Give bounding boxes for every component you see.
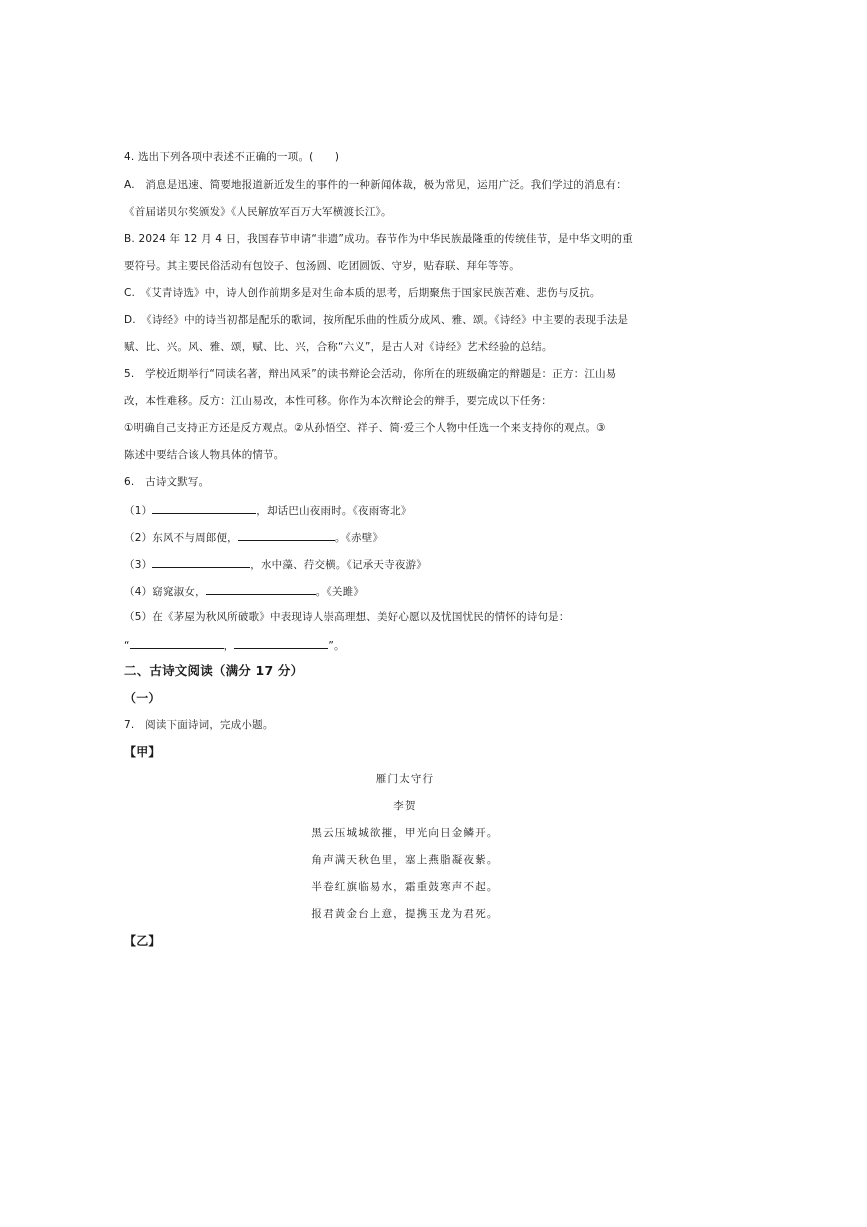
answer-blank[interactable] bbox=[238, 529, 335, 541]
answer-blank[interactable] bbox=[152, 556, 250, 568]
q5-line4: 陈述中要结合该人物具体的情节。 bbox=[124, 449, 285, 461]
q6-item2-suffix: 。《赤壁》 bbox=[334, 532, 384, 544]
poem-line: 黑云压城城欲摧，甲光向日金鳞开。 bbox=[311, 827, 499, 839]
q4-option-d-line2: 赋、比、兴。风、雅、颂，赋、比、兴，合称“六义”，是古人对《诗经》艺术经验的总结。 bbox=[124, 341, 553, 353]
poem-jia-label: 【甲】 bbox=[124, 745, 161, 759]
q4-option-a-line1: A. 消息是迅速、简要地报道新近发生的事件的一种新闻体裁，极为常见，运用广泛。我们学过的消息有： bbox=[124, 179, 627, 191]
q6-item5-answer bbox=[124, 637, 345, 653]
q4-stem: 4. 选出下列各项中表述不正确的一项。( ) bbox=[124, 151, 340, 163]
close-quote: ”。 bbox=[328, 640, 345, 652]
q5-line1: 5. 学校近期举行“同读名著，辩出风采”的读书辩论会活动，你所在的班级确定的辩题是：正方：江山易 bbox=[124, 368, 617, 380]
poem-line: 半卷红旗临易水，霜重鼓寒声不起。 bbox=[311, 881, 499, 893]
q4-option-a-line2: 《首届诺贝尔奖颁发》《人民解放军百万大军横渡长江》。 bbox=[124, 206, 392, 218]
q6-item3-prefix: （3） bbox=[124, 559, 153, 571]
q5-line3: ①明确自己支持正方还是反方观点。②从孙悟空、祥子、简·爱三个人物中任选一个来支持你的观点。③ bbox=[124, 422, 606, 434]
q6-item3 bbox=[124, 556, 427, 572]
q6-item4-prefix: （4）窈窕淑女， bbox=[124, 586, 206, 598]
q4-option-c-line1: C. 《艾青诗选》中，诗人创作前期多是对生命本质的思考，后期聚焦于国家民族苦难、悲伤与反抗。 bbox=[124, 287, 601, 299]
poem-yi-label: 【乙】 bbox=[124, 934, 161, 948]
part-label: （一） bbox=[124, 691, 161, 705]
answer-blank[interactable] bbox=[234, 637, 328, 649]
q6-item1-prefix: （1） bbox=[124, 505, 153, 517]
q4-option-b-line1: B. 2024 年 12 月 4 日，我国春节申请“非遗”成功。春节作为中华民族最隆重的传统佳节，是中华文明的重 bbox=[124, 233, 633, 245]
answer-blank[interactable] bbox=[130, 637, 224, 649]
q5-line2: 改，本性难移。反方：江山易改，本性可移。你作为本次辩论会的辩手，要完成以下任务： bbox=[124, 395, 552, 407]
open-quote: “ bbox=[124, 640, 130, 652]
q4-option-b-line2: 要符号。其主要民俗活动有包饺子、包汤圆、吃团圆饭、守岁，贴春联、拜年等等。 bbox=[124, 260, 520, 272]
answer-blank[interactable] bbox=[206, 583, 316, 595]
q4-option-d-line1: D. 《诗经》中的诗当初都是配乐的歌词，按所配乐曲的性质分成风、雅、颂。《诗经》中主要的表现手法是 bbox=[124, 314, 629, 326]
q6-item2 bbox=[124, 529, 383, 545]
q6-stem: 6. 古诗文默写。 bbox=[124, 476, 210, 488]
poem-line: 报君黄金台上意，提携玉龙为君死。 bbox=[311, 908, 499, 920]
answer-blank[interactable] bbox=[152, 502, 256, 514]
poem-line: 角声满天秋色里，塞上燕脂凝夜紫。 bbox=[311, 854, 499, 866]
section-heading: 二、古诗文阅读（满分 17 分） bbox=[124, 663, 304, 678]
poem-author: 李贺 bbox=[393, 800, 417, 812]
q6-item4-suffix: 。《关雎》 bbox=[315, 586, 365, 598]
comma: ， bbox=[223, 640, 235, 652]
q7-stem: 7. 阅读下面诗词，完成小题。 bbox=[124, 719, 274, 731]
q6-item1 bbox=[124, 502, 412, 518]
q6-item4 bbox=[124, 583, 364, 599]
q6-item3-suffix: ，水中藻、荇交横。《记承天寺夜游》 bbox=[250, 559, 427, 571]
q6-item5: （5）在《茅屋为秋风所破歌》中表现诗人崇高理想、美好心愿以及忧国忧民的情怀的诗句是： bbox=[124, 611, 570, 623]
q6-item2-prefix: （2）东风不与周郎便， bbox=[124, 532, 238, 544]
q6-item1-suffix: ，却话巴山夜雨时。《夜雨寄北》 bbox=[256, 505, 412, 517]
poem-title: 雁门太守行 bbox=[375, 773, 435, 785]
